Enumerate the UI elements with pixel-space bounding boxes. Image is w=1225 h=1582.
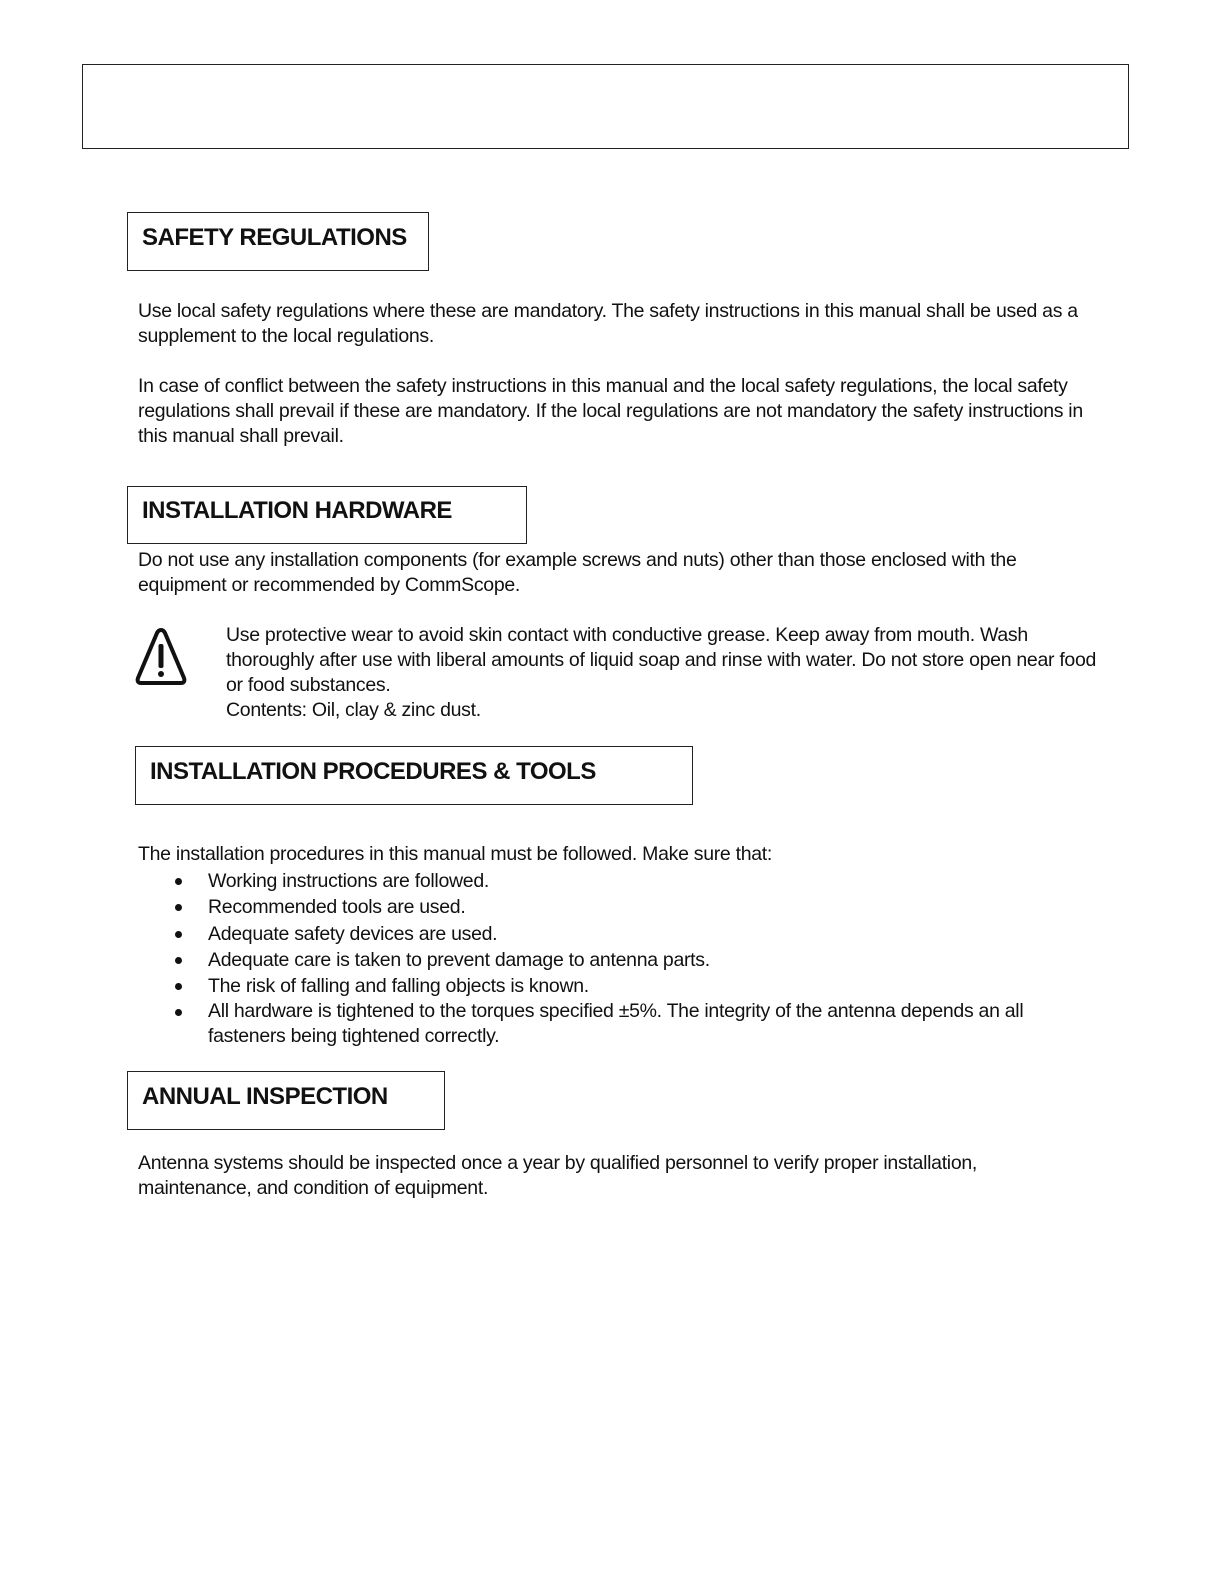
- list-item: The risk of falling and falling objects is known.: [138, 973, 1098, 999]
- contents-text: Contents: Oil, clay & zinc dust.: [226, 699, 481, 721]
- installation-hardware-heading: INSTALLATION HARDWARE: [127, 486, 527, 544]
- warning-triangle-icon: [134, 626, 188, 688]
- annual-inspection-heading: ANNUAL INSPECTION: [127, 1071, 445, 1130]
- list-item: All hardware is tightened to the torques specified ±5%. The integrity of the antenna depends an all fasteners being tightened correctly.: [138, 999, 1098, 1049]
- procedures-intro: The installation procedures in this manual must be followed. Make sure that:: [138, 843, 773, 865]
- safety-regulations-heading: SAFETY REGULATIONS: [127, 212, 429, 271]
- list-item: Recommended tools are used.: [138, 894, 1098, 920]
- installation-procedures-heading: INSTALLATION PROCEDURES & TOOLS: [135, 746, 693, 805]
- procedures-list: [138, 868, 1098, 1049]
- list-item: Adequate safety devices are used.: [138, 921, 1098, 947]
- header-box: [82, 64, 1129, 149]
- safety-paragraph-2: In case of conflict between the safety instructions in this manual and the local safety regulations, the local safety regulations shall prevail if these are mandatory. If the local regulations are not mandatory the safety instructions in this manual shall prevail.: [138, 375, 1083, 447]
- list-item: Working instructions are followed.: [138, 868, 1098, 894]
- inspection-paragraph: Antenna systems should be inspected once a year by qualified personnel to verify proper installation, maintenance, and condition of equipment.: [138, 1152, 978, 1199]
- warning-text: Use protective wear to avoid skin contact with conductive grease. Keep away from mouth. Wash thoroughly after use with liberal amounts of liquid soap and rinse with water. Do not store open near food or food substances.: [226, 624, 1097, 696]
- list-item: Adequate care is taken to prevent damage to antenna parts.: [138, 947, 1098, 973]
- safety-paragraph-1: Use local safety regulations where these are mandatory. The safety instructions in this manual shall be used as a supplement to the local regulations.: [138, 300, 1078, 347]
- hardware-paragraph: Do not use any installation components (for example screws and nuts) other than those enclosed with the equipment or recommended by CommScope.: [138, 549, 1017, 596]
